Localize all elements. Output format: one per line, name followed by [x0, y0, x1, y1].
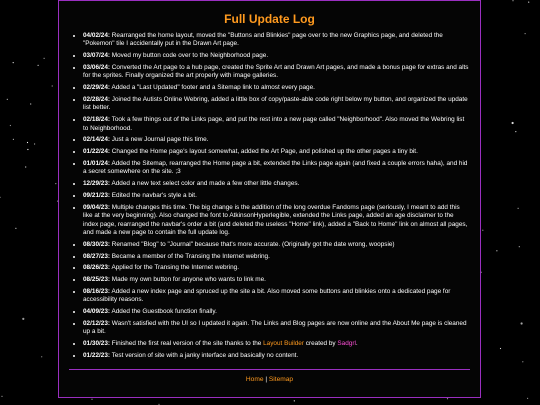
entry-text: Added the Sitemap, rearranged the Home page a bit, extended the Links page again (and fixed a couple errors haha), and hid a secret somewhere on the site. ;3: [83, 160, 468, 176]
star: [527, 398, 528, 399]
entry-date: 01/22/24:: [83, 148, 111, 156]
entry-date: 08/27/23:: [83, 252, 111, 260]
star: [25, 166, 26, 167]
list-item: [83, 204, 470, 238]
entry-text: Applied for the Transing the Internet webring.: [111, 264, 239, 272]
list-item: [83, 116, 470, 133]
list-item: [83, 192, 470, 200]
star: [22, 318, 24, 320]
list-item: [83, 52, 470, 60]
list-item: [83, 288, 470, 305]
entry-text: Just a new Journal page this time.: [111, 136, 209, 144]
entry-date: 03/06/24:: [83, 64, 111, 71]
layout-builder-link[interactable]: Layout Builder: [263, 340, 304, 348]
footer-separator: |: [263, 376, 269, 384]
list-item: [83, 241, 470, 249]
star: [512, 0, 513, 1]
star: [44, 58, 45, 59]
entry-date: 09/04/23:: [83, 203, 111, 211]
list-item: [83, 84, 470, 92]
star: [55, 183, 56, 184]
entry-date: 08/30/23:: [83, 240, 111, 248]
entry-text: Rearranged the home layout, moved the "Buttons and Blinkies" page over to the new Graphics page, and deleted the "Pokemon" tile I accidentally put in the Drawn Art page.: [83, 32, 443, 48]
star: [91, 399, 92, 400]
entry-date: 02/18/24:: [83, 116, 111, 124]
entry-date: 12/29/23:: [83, 180, 111, 188]
list-item: [83, 352, 470, 360]
star: [13, 62, 14, 63]
star: [10, 125, 11, 126]
entry-text: Added the Guestbook function finally.: [111, 308, 217, 316]
star: [294, 400, 295, 401]
star: [525, 33, 526, 34]
entry-date: 01/01/24:: [83, 160, 111, 167]
page-title: Full Update Log: [224, 12, 315, 26]
star: [522, 361, 523, 362]
star: [515, 131, 516, 132]
star: [1, 396, 2, 397]
entry-text: Wasn't satisfied with the UI so I updated it again. The Links and Blog pages are now online and the About Me page is cleaned up a bit.: [83, 320, 467, 336]
star: [41, 356, 42, 357]
entry-text-before: Finished the first real version of the site thanks to the: [111, 340, 264, 348]
footer: [69, 376, 470, 383]
entry-text: Renamed "Blog" to "Journal" because that's more accurate. (Originally got the date wrong, woopsie): [111, 240, 395, 248]
list-item: [83, 308, 470, 316]
sadgrl-link[interactable]: Sadgrl: [337, 340, 356, 348]
star: [38, 65, 39, 66]
list-item: [83, 96, 470, 113]
entry-text: Took a few things out of the Links page, and put the rest into a new page called "Neighborhood". Also moved the Webring list to Neighborhood.: [83, 116, 465, 132]
list-item: [83, 320, 470, 337]
entry-date: 04/02/24:: [83, 32, 111, 39]
list-item: [83, 136, 470, 144]
footer-divider: [69, 369, 470, 370]
list-item: [83, 264, 470, 272]
star: [519, 246, 520, 247]
list-item: [83, 32, 470, 49]
list-item: [83, 276, 470, 284]
entry-text: Added a new index page and spruced up the site a bit. Also moved some buttons and blinkies onto a dedicated page for accessibility reasons.: [83, 288, 451, 304]
star: [528, 1, 529, 2]
entry-date: 08/25/23:: [83, 276, 111, 284]
star: [518, 208, 519, 209]
star: [27, 149, 28, 150]
list-item: [83, 340, 470, 348]
entry-text: Joined the Autists Online Webring, added a little box of copy/paste-able code right below my button, and organized the update list better.: [83, 96, 468, 112]
update-list: [69, 32, 470, 360]
entry-date: 02/28/24:: [83, 96, 111, 103]
entry-date: 04/09/23:: [83, 308, 111, 316]
entry-text: Test version of site with a janky interface and basically no content.: [111, 352, 299, 359]
entry-date: 08/16/23:: [83, 288, 111, 295]
list-item: [83, 180, 470, 188]
star: [447, 398, 448, 399]
entry-date: 09/21/23:: [83, 192, 111, 199]
list-item: [83, 160, 470, 177]
list-item: [83, 253, 470, 261]
entry-text: Changed the Home page's layout somewhat, added the Art Page, and polished up the other pages a tiny bit.: [111, 148, 418, 156]
list-item: [83, 148, 470, 156]
star: [15, 228, 16, 229]
entry-text: Converted the Art page to a hub page, created the Sprite Art and Drawn Art pages, and made a bonus page for extras and alts for the sprites. Finally organized the art properly with image galleries.: [83, 64, 469, 80]
entry-date: 03/07/24:: [83, 52, 111, 60]
entry-text-after: .: [355, 340, 358, 348]
entry-text: Added a "Last Updated" footer and a Sitemap link to almost every page.: [111, 84, 315, 92]
entry-date: 02/29/24:: [83, 84, 111, 92]
star: [27, 142, 28, 143]
star: [521, 322, 523, 324]
entry-text: Edited the navbar's style a bit.: [111, 192, 197, 199]
star: [0, 197, 1, 198]
star: [34, 143, 35, 144]
star: [511, 122, 513, 124]
star: [496, 250, 497, 251]
entry-date: 01/30/23:: [83, 340, 111, 348]
entry-text: Multiple changes this time. The big change is the addition of the long overdue Fandoms page (seriously, I meant to add this like at the very beginning). Also changed the font to AtkinsonHyperlegible, extended the Links page, added an age disclaimer to the index page, rearranged the navbar's order a bit (and deleted the useless "Home" link), added a "Back to Home" link on almost all pages, and made a new page to contain the full update log.: [83, 203, 468, 237]
list-item: [83, 64, 470, 81]
entry-date: 02/12/23:: [83, 320, 111, 327]
entry-text-mid: created by: [303, 340, 338, 348]
star: [482, 230, 483, 231]
star: [13, 139, 14, 140]
entry-text: Became a member of the Transing the Internet webring.: [111, 252, 270, 260]
star: [30, 103, 31, 104]
entry-date: 08/26/23:: [83, 264, 111, 272]
entry-text: Added a new text select color and made a few other little changes.: [111, 180, 300, 188]
sitemap-link[interactable]: Sitemap: [268, 376, 294, 384]
star: [7, 99, 8, 100]
star: [52, 85, 53, 86]
entry-date: 02/14/24:: [83, 136, 111, 144]
entry-text: Made my own button for anyone who wants to link me.: [111, 276, 266, 284]
update-log-panel: [58, 0, 481, 398]
home-link[interactable]: Home: [245, 376, 264, 384]
star: [500, 348, 501, 349]
entry-date: 01/22/23:: [83, 352, 111, 359]
entry-text: Moved my button code over to the Neighborhood page.: [111, 52, 269, 60]
